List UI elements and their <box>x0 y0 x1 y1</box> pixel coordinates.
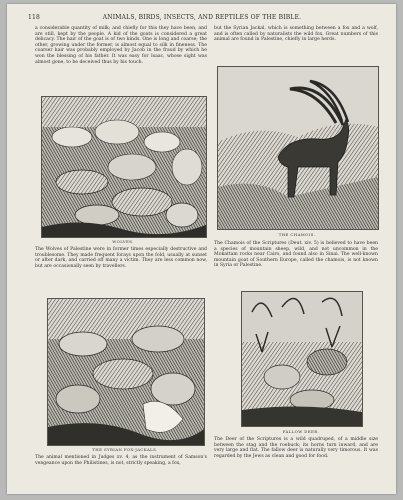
left-intro-paragraph: a considerable quantity of milk; and chiefly for this they have been, and are still, kept by the people. A kid of the goats is considered a great delicacy. The hair of the goat is of two kinds. One is long and coarse; the other, growing under the former, is almost equal to silk in fineness. The coarser hair was probably employed by Jacob in the fraud by which he won the blessing of his father. It was easy for Isaac, whose sight was almost gone, to be deceived thus by his touch. <box>35 26 207 65</box>
chamois-paragraph: The Chamois of the Scriptures (Deut. xiv. 5) is believed to have been a species of mountain sheep, wild, and not uncommon in the Mokattam rocks near Cairo, and found also in Sinai. The well-known mountain goat of Southern Europe, called the chamois, is not known in Syria or Palestine. <box>214 241 378 269</box>
fox-jackals-engraving <box>47 298 205 446</box>
wolves-caption: WOLVES. <box>112 239 134 244</box>
page-number: 118 <box>28 14 41 21</box>
jackals-paragraph: The animal mentioned in Judges xv. 4, as the instrument of Samson's vengeance upon the Philistines, is not, strictly speaking, a fox, <box>35 455 207 466</box>
wolves-engraving <box>41 96 207 238</box>
fallow-deer-engraving <box>241 291 363 427</box>
chamois-engraving <box>217 66 379 230</box>
deer-paragraph: The Deer of the Scriptures is a wild quadruped, of a middle size between the stag and the roebuck; its horns turn inward, and are very large and flat. The fallow deer is naturally very timorous. It was regarded by the Jews as clean and good for food. <box>214 437 378 459</box>
jackals-caption: THE SYRIAN FOX-JACKALS. <box>92 447 158 452</box>
deer-caption: FALLOW DEER. <box>282 429 320 434</box>
book-page <box>7 4 396 494</box>
running-title: ANIMALS, BIRDS, INSECTS, AND REPTILES OF THE BIBLE. <box>102 14 302 21</box>
wolves-paragraph: The Wolves of Palestine were in former times especially destructive and troublesome. They made frequent forays upon the fold, usually at sunset or after dark, and carried off many a victim. They are less common now, but are occasionally seen by travellers. <box>35 247 207 269</box>
chamois-caption: THE CHAMOIS. <box>278 232 316 237</box>
right-intro-paragraph: but the Syrian Jackal, which is something between a fox and a wolf, and is often called by naturalists the wild fox. Great numbers of this animal are found in Palestine, chiefly in large herds. <box>214 26 378 43</box>
